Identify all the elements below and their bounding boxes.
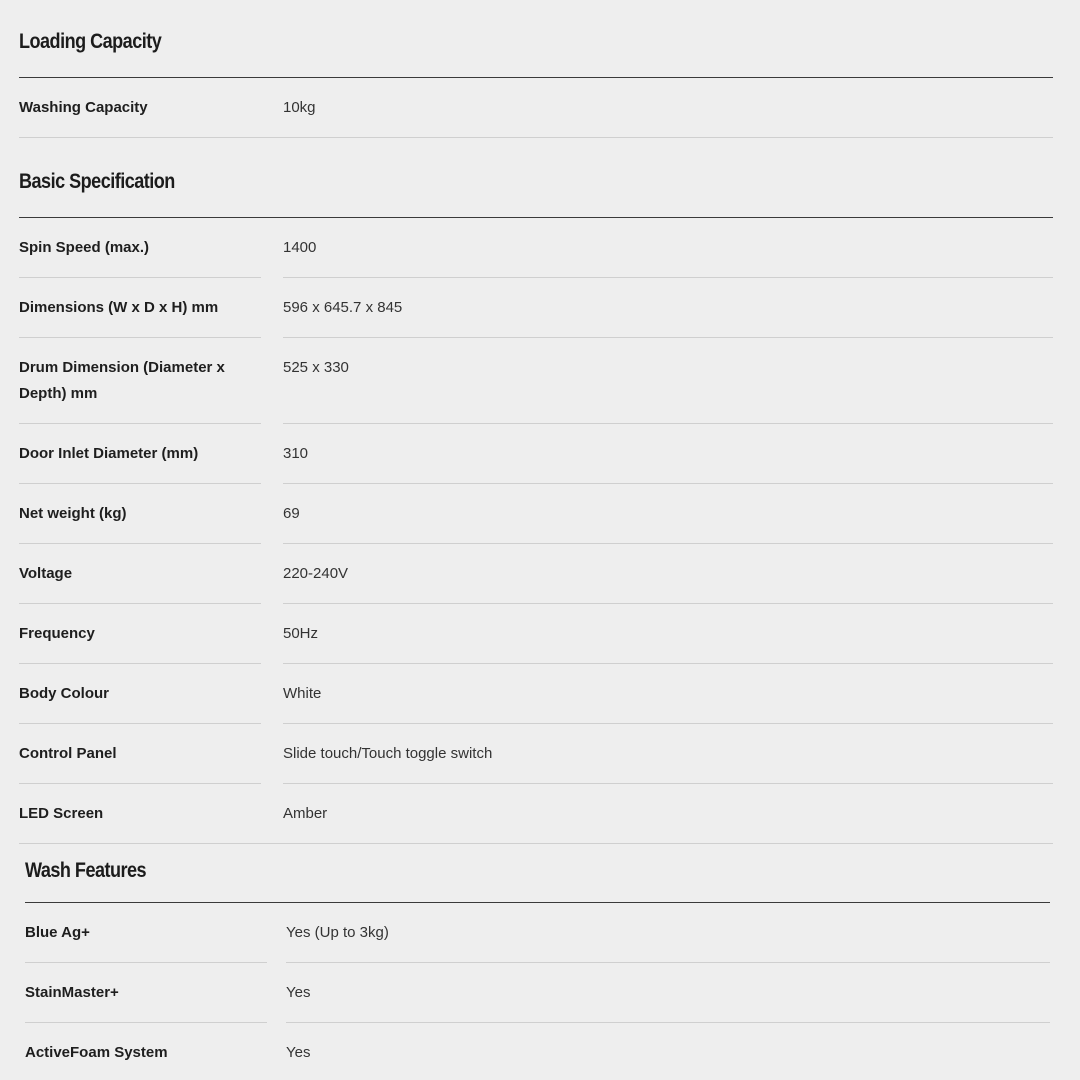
spec-label: Net weight (kg) xyxy=(19,505,127,522)
section-title: Basic Specification xyxy=(19,170,175,193)
spec-label: Voltage xyxy=(19,565,73,582)
spec-value: 220-240V xyxy=(283,565,349,582)
spec-row xyxy=(19,278,1053,338)
spec-label: Door Inlet Diameter (mm) xyxy=(19,445,199,462)
spec-label: Body Colour xyxy=(19,685,109,702)
spec-row xyxy=(19,664,1053,724)
spec-label: StainMaster+ xyxy=(25,984,119,1001)
section-title: Wash Features xyxy=(25,859,147,882)
spec-label: Dimensions (W x D x H) mm xyxy=(19,299,219,316)
spec-value: Yes xyxy=(286,1044,311,1061)
spec-row xyxy=(19,604,1053,664)
spec-row xyxy=(25,1023,1050,1080)
spec-value: Yes (Up to 3kg) xyxy=(286,924,389,941)
spec-section-basic-specification xyxy=(19,146,1053,844)
spec-row xyxy=(19,424,1053,484)
spec-value: Amber xyxy=(283,805,328,822)
spec-value: 1400 xyxy=(283,239,317,256)
spec-value: Yes xyxy=(286,984,311,1001)
spec-value: 50Hz xyxy=(283,625,319,642)
spec-value: 10kg xyxy=(283,99,316,116)
spec-row xyxy=(19,218,1053,278)
spec-label: LED Screen xyxy=(19,805,104,822)
spec-row xyxy=(25,963,1050,1023)
spec-value: White xyxy=(283,685,322,702)
spec-value: 69 xyxy=(283,505,300,522)
spec-row xyxy=(19,338,1053,424)
spec-row xyxy=(25,903,1050,963)
spec-label: Frequency xyxy=(19,625,95,642)
spec-label: Spin Speed (max.) xyxy=(19,239,150,256)
spec-label: Control Panel xyxy=(19,745,117,762)
row-divider xyxy=(19,137,1053,138)
spec-value: Slide touch/Touch toggle switch xyxy=(283,745,493,762)
spec-value: 525 x 330 xyxy=(283,359,349,376)
spec-section-wash-features xyxy=(25,842,1050,1080)
spec-row xyxy=(19,784,1053,844)
section-title: Loading Capacity xyxy=(19,30,162,53)
spec-row xyxy=(19,724,1053,784)
spec-row xyxy=(19,484,1053,544)
spec-label: Drum Dimension (Diameter x Depth) mm xyxy=(19,359,225,402)
spec-row xyxy=(19,78,1053,138)
spec-label: Washing Capacity xyxy=(19,99,148,116)
spec-section-loading-capacity xyxy=(19,6,1053,138)
spec-label: Blue Ag+ xyxy=(25,924,90,941)
spec-value: 310 xyxy=(283,445,309,462)
spec-value: 596 x 645.7 x 845 xyxy=(283,299,403,316)
spec-label: ActiveFoam System xyxy=(25,1044,168,1061)
spec-row xyxy=(19,544,1053,604)
